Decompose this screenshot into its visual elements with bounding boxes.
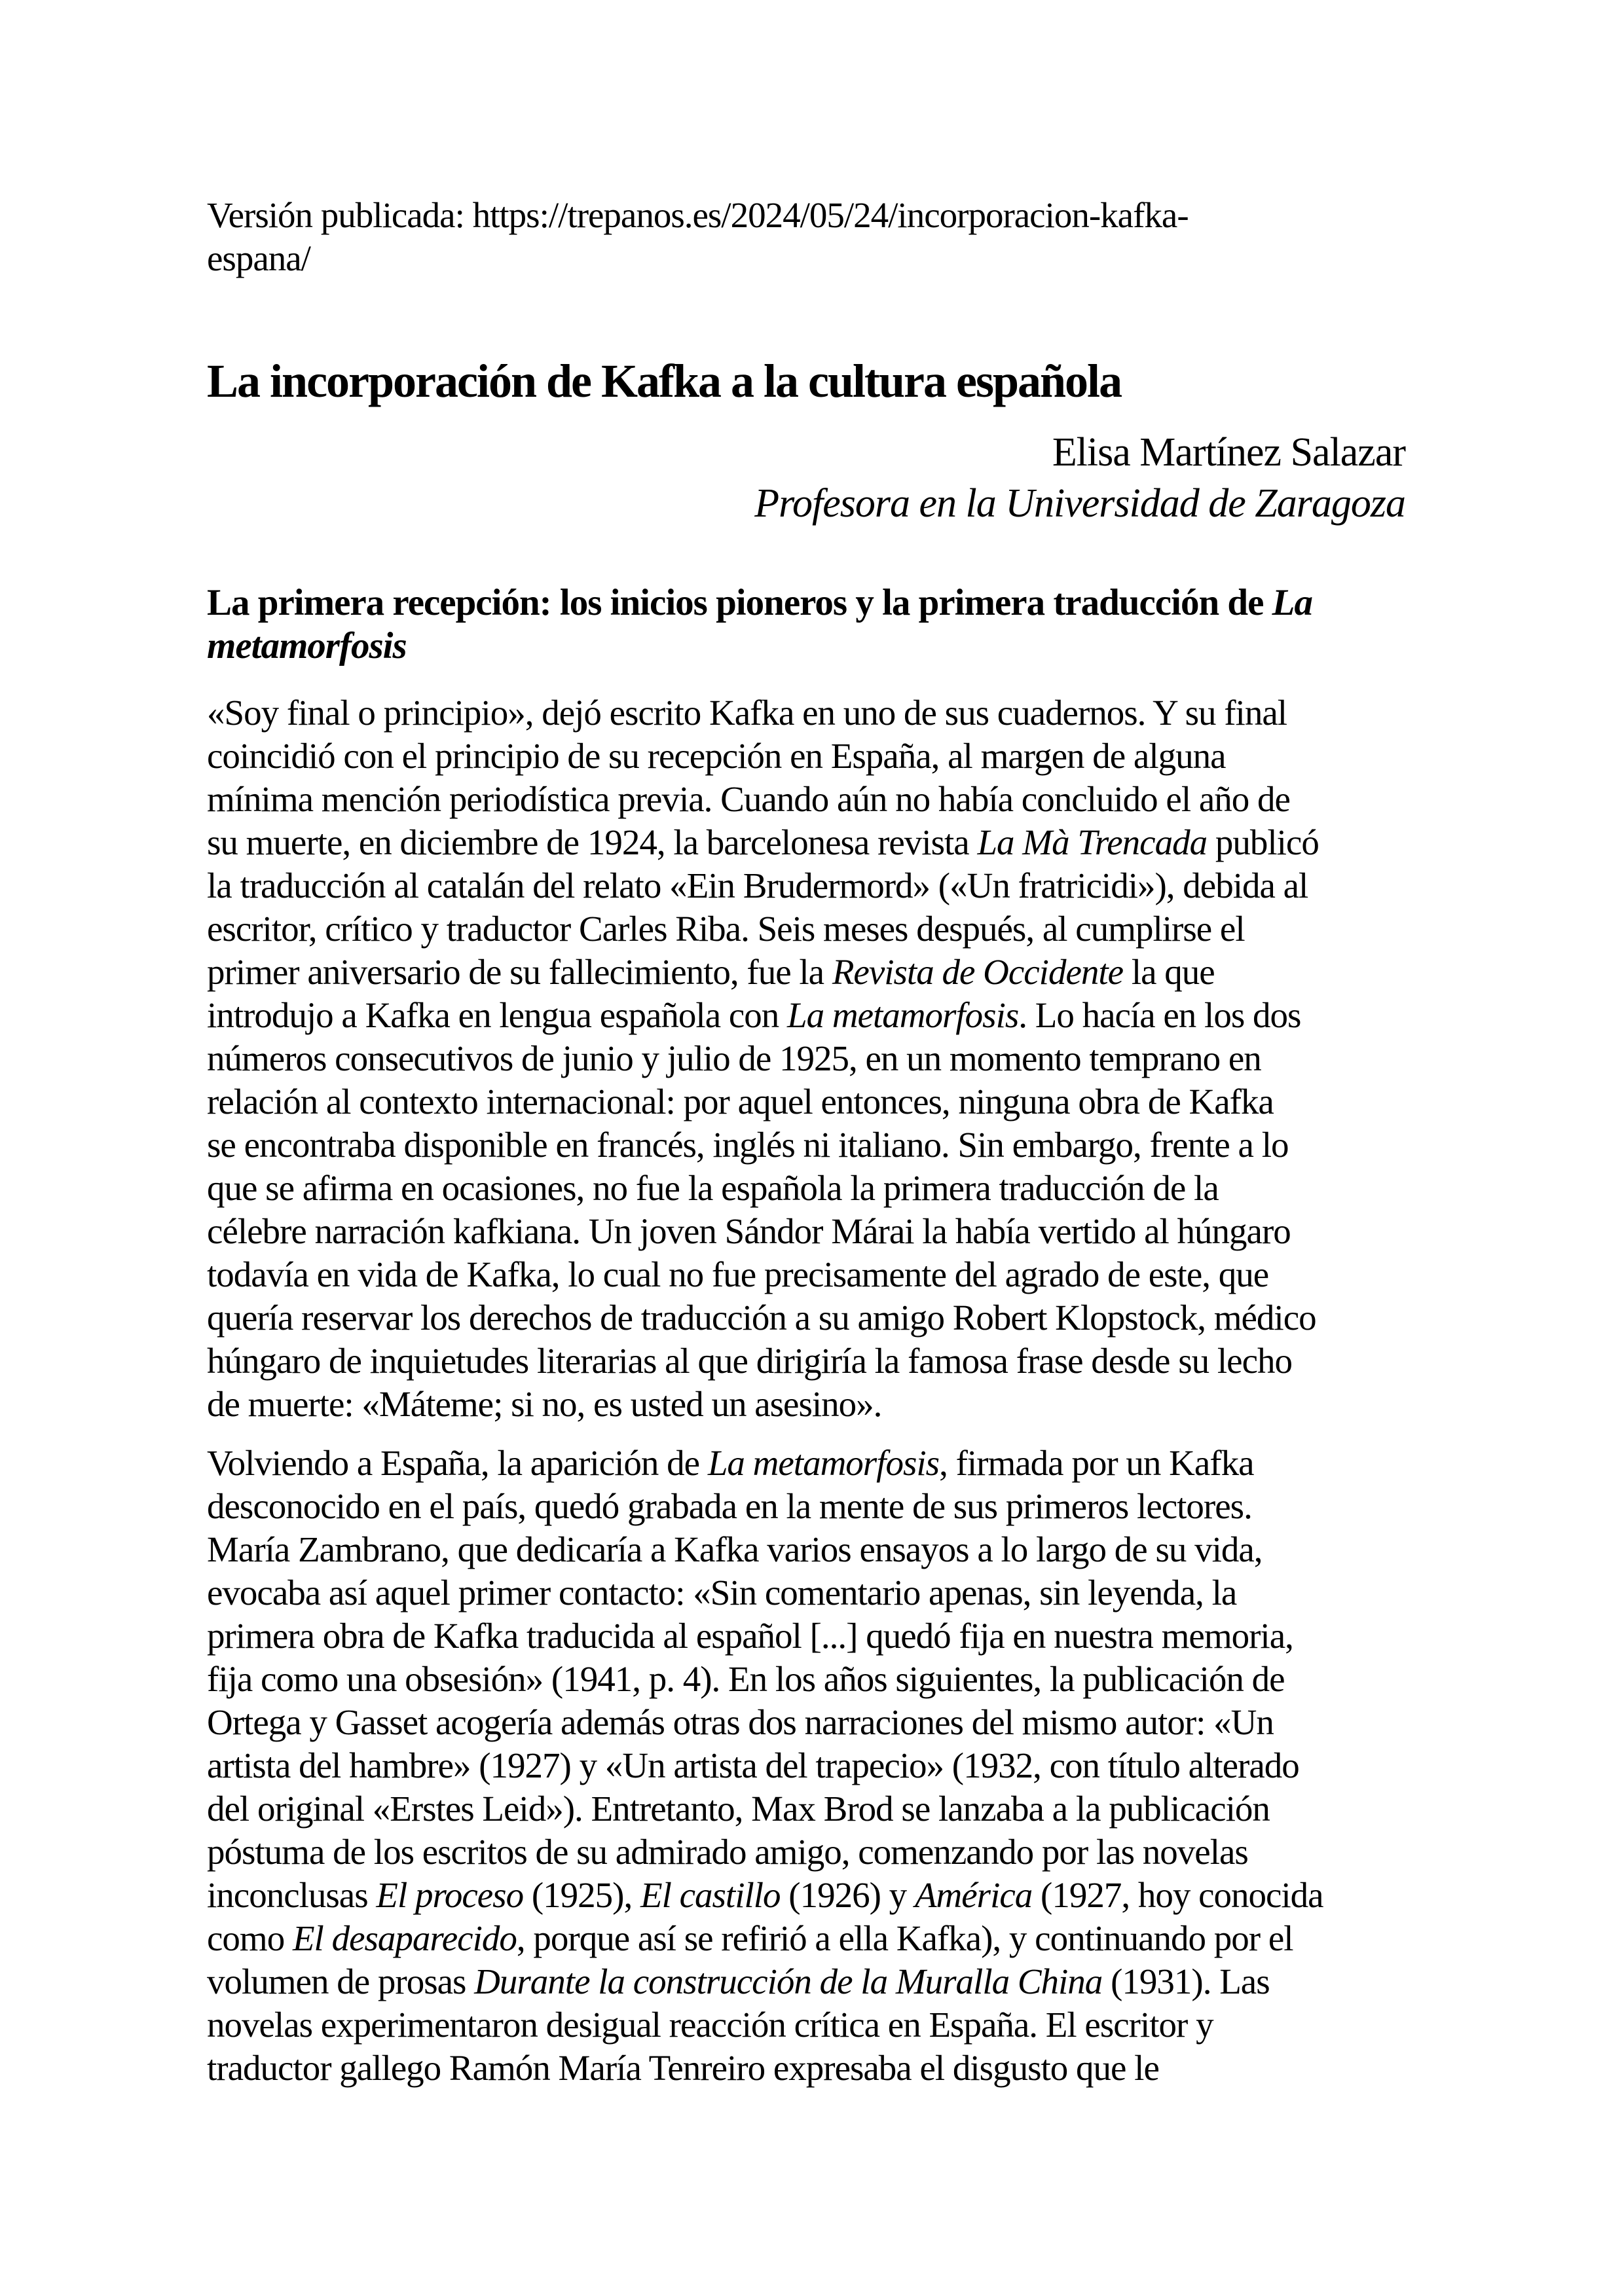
text-line bbox=[207, 1080, 1319, 1123]
text-run: artista del hambre» (1927) y «Un artista del trapecio» (1932, con título alterado bbox=[207, 1745, 1299, 1785]
text-run: que se afirma en ocasiones, no fue la española la primera traducción de la bbox=[207, 1168, 1219, 1208]
text-run: Volviendo a España, la aparición de bbox=[207, 1443, 708, 1483]
text-line bbox=[207, 1787, 1323, 1831]
text-line bbox=[207, 1485, 1323, 1528]
italic-text-run: La metamorfosis bbox=[787, 995, 1019, 1035]
italic-text-run: Revista de Occidente bbox=[832, 952, 1124, 992]
text-line bbox=[207, 581, 1312, 625]
text-run: (1926) y bbox=[780, 1875, 915, 1915]
text-run: (1931). Las bbox=[1102, 1961, 1270, 2001]
text-run: se encontraba disponible en francés, inglés ni italiano. Sin embargo, frente a lo bbox=[207, 1125, 1289, 1165]
text-run: (1925), bbox=[523, 1875, 640, 1915]
text-run: quería reservar los derechos de traducción a su amigo Robert Klopstock, médico bbox=[207, 1298, 1316, 1338]
text-run: María Zambrano, que dedicaría a Kafka varios ensayos a lo largo de su vida, bbox=[207, 1529, 1263, 1569]
text-run: evocaba así aquel primer contacto: «Sin comentario apenas, sin leyenda, la bbox=[207, 1573, 1237, 1613]
italic-text-run: metamorfosis bbox=[207, 625, 407, 666]
text-line bbox=[207, 1658, 1323, 1701]
text-line bbox=[207, 625, 1312, 668]
text-run: Ortega y Gasset acogería además otras dos narraciones del mismo autor: «Un bbox=[207, 1702, 1274, 1742]
text-line bbox=[207, 1442, 1323, 1485]
text-run: volumen de prosas bbox=[207, 1961, 475, 2001]
text-run: (1927, hoy conocida bbox=[1032, 1875, 1323, 1915]
text-line bbox=[207, 778, 1319, 821]
text-line bbox=[207, 1123, 1319, 1167]
text-line bbox=[207, 1167, 1319, 1210]
section-heading bbox=[207, 581, 1312, 668]
paragraph-2 bbox=[207, 1442, 1323, 2090]
text-run: , firmada por un Kafka bbox=[939, 1443, 1254, 1483]
italic-text-run: Durante la construcción de la Muralla China bbox=[474, 1961, 1103, 2001]
text-run: La primera recepción: los inicios pioneros y la primera traducción de bbox=[207, 582, 1272, 623]
author-name: Elisa Martínez Salazar bbox=[1052, 430, 1405, 475]
text-run: primera obra de Kafka traducida al español [...] quedó fija en nuestra memoria, bbox=[207, 1616, 1293, 1656]
text-line bbox=[207, 1528, 1323, 1571]
text-run: , porque así se refirió a ella Kafka), y continuando por el bbox=[516, 1918, 1293, 1958]
author-affiliation: Profesora en la Universidad de Zaragoza bbox=[754, 481, 1405, 526]
text-line bbox=[207, 994, 1319, 1037]
text-line bbox=[207, 1210, 1319, 1253]
text-run: mínima mención periodística previa. Cuando aún no había concluido el año de bbox=[207, 779, 1290, 819]
text-line bbox=[207, 1831, 1323, 1874]
text-line bbox=[207, 1744, 1323, 1787]
text-line bbox=[207, 237, 1189, 280]
text-run: su muerte, en diciembre de 1924, la barcelonesa revista bbox=[207, 822, 978, 862]
text-line bbox=[207, 691, 1319, 735]
text-line bbox=[207, 1571, 1323, 1614]
italic-text-run: El proceso bbox=[376, 1875, 524, 1915]
italic-text-run: El castillo bbox=[640, 1875, 781, 1915]
text-run: del original «Erstes Leid»). Entretanto, Max Brod se lanzaba a la publicación bbox=[207, 1789, 1270, 1829]
text-run: introdujo a Kafka en lengua española con bbox=[207, 995, 788, 1035]
text-run: «Soy final o principio», dejó escrito Kafka en uno de sus cuadernos. Y su final bbox=[207, 693, 1287, 733]
text-run: la que bbox=[1123, 952, 1215, 992]
text-line bbox=[207, 1296, 1319, 1339]
text-run: relación al contexto internacional: por aquel entonces, ninguna obra de Kafka bbox=[207, 1082, 1274, 1121]
text-line bbox=[207, 1874, 1323, 1917]
text-run: de muerte: «Máteme; si no, es usted un asesino». bbox=[207, 1384, 882, 1424]
text-run: publicó bbox=[1207, 822, 1319, 862]
text-run: húngaro de inquietudes literarias al que dirigiría la famosa frase desde su lecho bbox=[207, 1341, 1292, 1381]
article-title: La incorporación de Kafka a la cultura española bbox=[207, 355, 1122, 407]
text-run: todavía en vida de Kafka, lo cual no fue precisamente del agrado de este, que bbox=[207, 1254, 1269, 1294]
text-run: como bbox=[207, 1918, 293, 1958]
italic-text-run: La bbox=[1272, 582, 1312, 623]
italic-text-run: El desaparecido bbox=[292, 1918, 517, 1958]
text-line bbox=[207, 821, 1319, 864]
text-line bbox=[207, 194, 1189, 237]
text-line bbox=[207, 735, 1319, 778]
text-run: inconclusas bbox=[207, 1875, 377, 1915]
text-run: primer aniversario de su fallecimiento, fue la bbox=[207, 952, 832, 992]
text-run: novelas experimentaron desigual reacción crítica en España. El escritor y bbox=[207, 2005, 1213, 2045]
text-line bbox=[207, 2003, 1323, 2047]
text-run: fija como una obsesión» (1941, p. 4). En los años siguientes, la publicación de bbox=[207, 1659, 1285, 1699]
text-line bbox=[207, 907, 1319, 951]
text-run: célebre narración kafkiana. Un joven Sándor Márai la había vertido al húngaro bbox=[207, 1211, 1291, 1251]
text-line bbox=[207, 1037, 1319, 1080]
text-run: números consecutivos de junio y julio de 1925, en un momento temprano en bbox=[207, 1038, 1261, 1078]
text-line bbox=[207, 1960, 1323, 2003]
text-line bbox=[207, 951, 1319, 994]
text-run: desconocido en el país, quedó grabada en la mente de sus primeros lectores. bbox=[207, 1486, 1252, 1526]
text-line bbox=[207, 1701, 1323, 1744]
text-run: . Lo hacía en los dos bbox=[1018, 995, 1301, 1035]
text-line bbox=[207, 1383, 1319, 1426]
text-line bbox=[207, 864, 1319, 907]
text-run: escritor, crítico y traductor Carles Riba. Seis meses después, al cumplirse el bbox=[207, 909, 1245, 949]
italic-text-run: La metamorfosis bbox=[707, 1443, 940, 1483]
text-run: traductor gallego Ramón María Tenreiro expresaba el disgusto que le bbox=[207, 2048, 1159, 2088]
paragraph-1 bbox=[207, 691, 1319, 1426]
text-run: Versión publicada: https://trepanos.es/2024/05/24/incorporacion-kafka- bbox=[207, 195, 1189, 235]
text-run: espana/ bbox=[207, 238, 310, 278]
text-run: póstuma de los escritos de su admirado amigo, comenzando por las novelas bbox=[207, 1832, 1248, 1872]
byline-block bbox=[754, 427, 1405, 529]
text-line bbox=[207, 2047, 1323, 2090]
italic-text-run: La Mà Trencada bbox=[977, 822, 1208, 862]
published-version-text bbox=[207, 194, 1189, 280]
text-run: la traducción al catalán del relato «Ein Brudermord» («Un fratricidi»), debida al bbox=[207, 866, 1308, 905]
text-line bbox=[207, 1253, 1319, 1296]
text-line bbox=[207, 1339, 1319, 1383]
text-line bbox=[207, 1917, 1323, 1960]
text-line bbox=[207, 1614, 1323, 1658]
text-run: coincidió con el principio de su recepción en España, al margen de alguna bbox=[207, 736, 1226, 776]
italic-text-run: América bbox=[914, 1875, 1033, 1915]
